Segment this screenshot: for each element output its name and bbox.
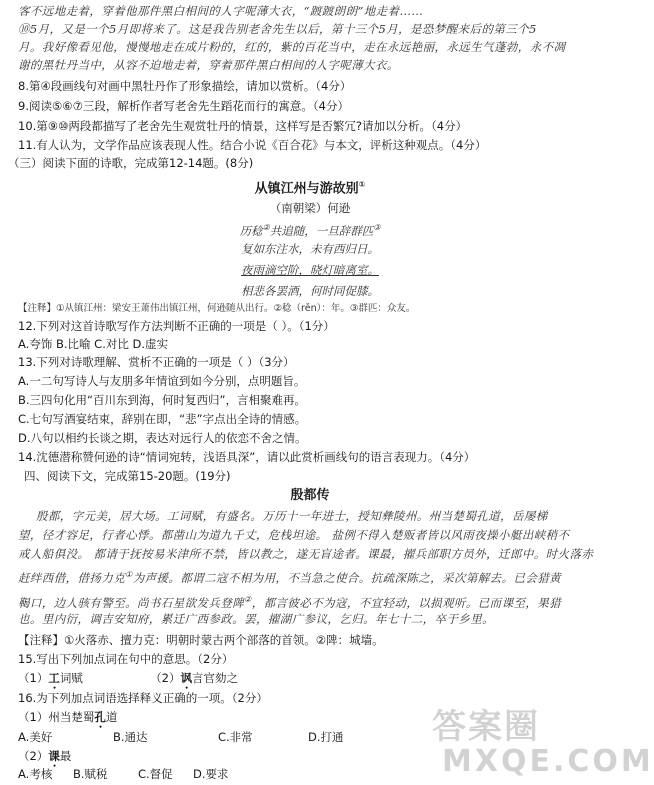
poem-line-2: 复如东注水，未有西归日。 [241, 242, 379, 256]
poem-line-3: 夜雨滴空阶，晓灯暗离室。 [241, 263, 379, 277]
prose-line-4: 谢的黑牡丹当中，从容不迫地走着，穿着那件黑白相间的人字呢薄大衣。 [18, 58, 399, 72]
question-12-options: A.夸饰 B.比喻 C.对比 D.虚实 [18, 337, 169, 351]
question-16-item-1: （1）州当楚蜀孔道 [18, 710, 118, 724]
question-12: 12.下列对这首诗歌写作方法判断不正确的一项是（ ）。（1分） [18, 319, 335, 333]
classical-line-5: 鞨口，边人骇有警至。尚书石星欲发兵登陴②，都言彼必不为寇，不宜轻动，以损观听。已而课至，果猎 [18, 595, 562, 610]
poem-annotation: 【注释】①从镇江州：梁安王萧伟出镇江州，何逊随从出行。②稔（rěn）：年。③群匹：众友。 [18, 303, 416, 314]
classical-line-4: 赶绊西借，借扬力克①为声援。都谓二寇不相为用，不当急之使合。抗疏深陈之，采次第解去。已会猎黄 [18, 570, 562, 585]
question-13-option-a: A.一二句写诗人与友朋多年情谊到如今分别，点明题旨。 [18, 374, 306, 388]
prose-line-3: 月。我好像看见他，慢慢地走在成片粉的，红的，紫的百花当中，走在永远艳丽，永远生气蓬勃，永不凋 [18, 40, 566, 54]
prose-title: 殷都传 [290, 488, 330, 503]
question-11: 11.有人认为，文学作品应该表现人性。结合小说《百合花》与本文，评析这种观点。（4分） [18, 138, 487, 152]
section-3-heading: （三）阅读下面的诗歌，完成第12-14题。(8分) [8, 156, 254, 170]
poem-title: 从镇江州与游故别① [254, 180, 366, 197]
question-13-option-c: C.七句写酒宴结束，辞别在即，“悲”字点出全诗的情感。 [18, 412, 307, 426]
classical-line-1: 殷都，字元美，居大场。工词赋，有盛名。万历十一年进士，授知彝陵州。州当楚蜀孔道，岳屡梯 [36, 509, 548, 523]
classical-line-6: 也。里内衍，调吉安知府，累迁广西参政。罢，擢湖广参议，乞归。年七十二，卒于乡里。 [18, 612, 494, 626]
prose-line-1: 客不远地走着，穿着他那件黑白相间的人字呢薄大衣，“踱踱朗朗”地走着…… [18, 4, 424, 18]
classical-line-3: 戒人船俱没。 都请于抚按易米津所不禁，皆以教之，遂无盲途者。课最，擢兵部职方员外，迁郎中。时火落赤 [18, 547, 594, 561]
question-16-options-2: A.考核 B.赋税 C.督促 D.要求 [18, 767, 229, 781]
prose-annotation: 【注释】①火落赤、擅力克：明朝时蒙古两个部落的首领。②陴：城墙。 [18, 633, 384, 647]
watermark-logo: 答案圈 MXQE.COM [432, 707, 654, 779]
question-13-option-d: D.八句以相约长谈之期，表达对远行人的依恋不舍之情。 [18, 431, 307, 445]
poem-line-1: 历稔②共追随，一旦辞群匹③ [239, 223, 381, 238]
question-15: 15.写出下列加点词在句中的意思。（2分） [18, 652, 234, 666]
question-15-items: （1）工词赋 （2）讽言官劾之 [18, 671, 238, 685]
question-13-option-b: B.三四句化用“百川东到海，何时复西归”，言相聚难再。 [18, 393, 306, 407]
prose-line-2: ⑩5月，又是一个5月即将来了。这是我告别老舍先生以后，第十三个5月，是恐梦醒来后的第三个5 [18, 22, 537, 36]
question-9: 9.阅读⑤⑥⑦三段，解析作者写老舍先生蹈花而行的寓意。（4分） [18, 99, 349, 113]
question-16-options-1: A.美好 B.通达 C.非常 D.打通 [18, 730, 344, 744]
question-13: 13.下列对诗歌理解、赏析不正确的一项是（ ）（3分） [18, 355, 295, 369]
classical-line-2: 望，径才容足，行者心悸。都凿山为道九千丈，危栈坦途。 盐例不得入楚贩者皆以风雨夜操小艇出峡稍不 [18, 528, 570, 542]
question-10: 10.第⑨⑩两段都描写了老舍先生观赏牡丹的情景，这样写是否繁冗?请加以分析。（4分） [18, 119, 468, 133]
question-16: 16.为下列加点词语选择释义正确的一项。（2分） [18, 691, 268, 705]
question-16-item-2: （2）课最 [18, 749, 72, 763]
question-14: 14.沈德潜称赞何逊的诗“情词宛转，浅语具深”，请以此赏析画线句的语言表现力。（4分） [18, 450, 476, 464]
poem-line-4: 相悲各罢酒，何时同促膝。 [241, 284, 379, 298]
question-8: 8.第④段画线句对画中黑牡丹作了形象描绘，请加以赏析。（4分） [18, 79, 352, 93]
poem-author: （南朝梁）何逊 [269, 201, 351, 215]
section-4-heading: 四、阅读下文，完成第15-20题。(19分) [24, 469, 231, 483]
